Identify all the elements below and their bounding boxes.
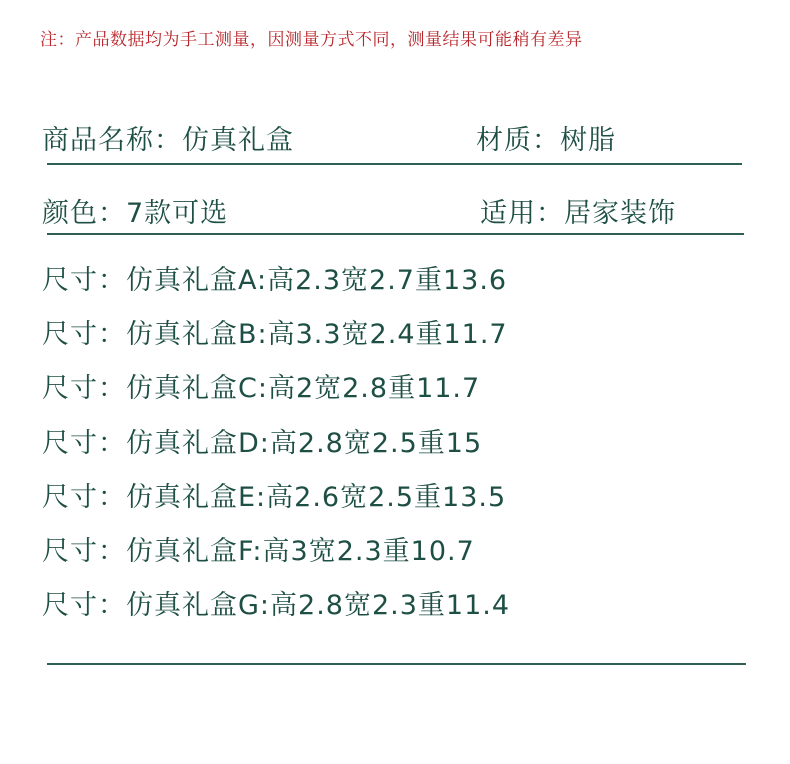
product-name-value: 仿真礼盒 (182, 125, 294, 156)
color-row (42, 191, 228, 230)
size-spec-item: 尺寸：仿真礼盒C:高2宽2.8重11.7 (42, 373, 481, 405)
size-spec-item: 尺寸：仿真礼盒E:高2.6宽2.5重13.5 (42, 481, 507, 513)
color-value: 7款可选 (126, 198, 229, 229)
material-row (476, 118, 616, 157)
product-name-row (42, 118, 294, 157)
material-label: 材质： (476, 125, 560, 156)
disclaimer-note: 注：产品数据均为手工测量，因测量方式不同，测量结果可能稍有差异 (40, 30, 583, 50)
material-value: 树脂 (560, 125, 616, 156)
product-name-label: 商品名称： (42, 125, 182, 156)
size-spec-item: 尺寸：仿真礼盒G:高2.8宽2.3重11.4 (42, 590, 511, 622)
usage-value: 居家装饰 (564, 198, 676, 229)
size-spec-item: 尺寸：仿真礼盒A:高2.3宽2.7重13.6 (42, 265, 508, 296)
size-spec-item: 尺寸：仿真礼盒F:高3宽2.3重10.7 (42, 535, 475, 567)
divider-line (47, 163, 742, 165)
color-label: 颜色： (42, 198, 126, 229)
usage-label: 适用： (480, 198, 564, 229)
size-spec-list (42, 261, 510, 640)
size-spec-item: 尺寸：仿真礼盒D:高2.8宽2.5重15 (42, 427, 483, 459)
usage-row (480, 191, 676, 230)
size-spec-item: 尺寸：仿真礼盒B:高3.3宽2.4重11.7 (42, 319, 508, 351)
divider-line (47, 663, 746, 665)
divider-line (47, 233, 744, 235)
